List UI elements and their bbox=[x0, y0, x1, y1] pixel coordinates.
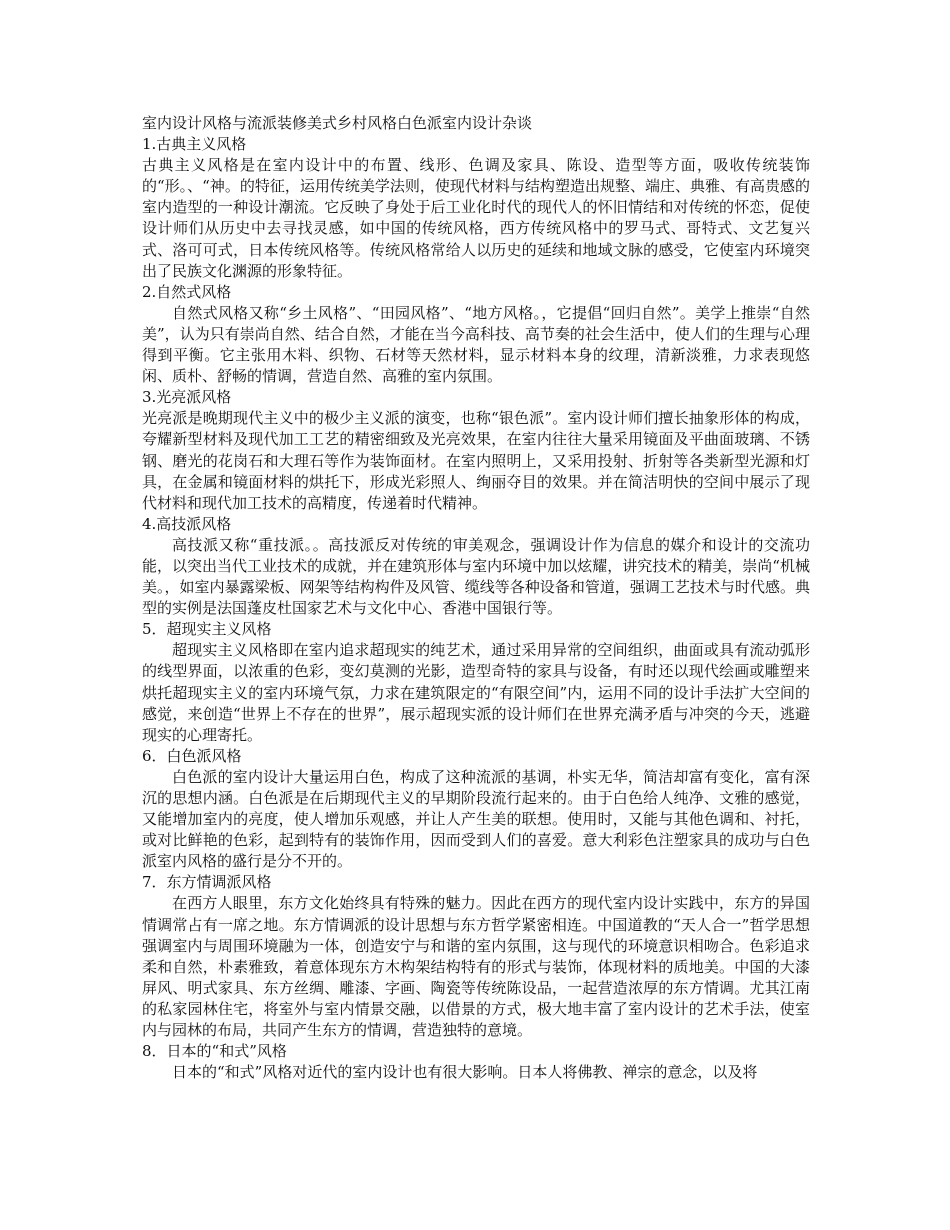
section-heading-japanese: 8．日本的“和式”风格 bbox=[142, 1042, 287, 1061]
section-heading-classical: 1.古典主义风格 bbox=[142, 135, 247, 154]
document-title: 室内设计风格与流派装修美式乡村风格白色派室内设计杂谈 bbox=[142, 114, 533, 132]
document-page bbox=[142, 113, 810, 1083]
section-body-classical: 古典主义风格是在室内设计中的布置、线形、色调及家具、陈设、造型等方面，吸收传统装饰的“形。、“神。的特征，运用传统美学法则，使现代材料与结构塑造出规整、端庄、典雅、有高贵感的室内造型的一种设计潮流。它反映了身处于后工业化时代的现代人的怀旧情结和对传统的怀恋，促使设计师们从历史中去寻找灵感，如中国的传统风格，西方传统风格中的罗马式、哥特式、文艺复兴式、洛可可式，日本传统风格等。传统风格常给人以历史的延续和地域文脉的感受，它使室内环境突出了民族文化渊源的形象特征。 bbox=[142, 156, 810, 280]
section-heading-white: 6．白色派风格 bbox=[142, 746, 242, 765]
section-body-hightech: 高技派又称“重技派。。高技派反对传统的审美观念，强调设计作为信息的媒介和设计的交流功能，以突出当代工业技术的成就，并在建筑形体与室内环境中加以炫耀，讲究技术的精美，崇尚“机械美。，如室内暴露梁板、网架等结构构件及风管、缆线等各种设备和管道，强调工艺技术与时代感。典型的实例是法国蓬皮杜国家艺术与文化中心、香港中国银行等。 bbox=[142, 535, 810, 618]
section-body-oriental: 在西方人眼里，东方文化始终具有特殊的魅力。因此在西方的现代室内设计实践中，东方的异国情调常占有一席之地。东方情调派的设计思想与东方哲学紧密相连。中国道教的“天人合一”哲学思想强调室内与周围环境融为一体，创造安宁与和谐的室内氛围，这与现代的环境意识相吻合。色彩追求柔和自然，朴素雅致，着意体现东方木构架结构特有的形式与装饰，体现材料的质地美。中国的大漆屏风、明式家具、东方丝绸、雕漆、字画、陶瓷等传统陈设品，一起营造浓厚的东方情调。尤其江南的私家园林住宅，将室外与室内情景交融，以借景的方式，极大地丰富了室内设计的艺术手法，使室内与园林的布局，共同产生东方的情调，营造独特的意境。 bbox=[142, 894, 810, 1040]
section-heading-surreal: 5．超现实主义风格 bbox=[142, 620, 272, 639]
section-body-natural: 自然式风格又称“乡土风格”、“田园风格”、“地方风格。，它提倡“回归自然”。美学上推崇“自然美”，认为只有崇尚自然、结合自然，才能在当今高科技、高节奏的社会生活中，使人们的生理与心理得到平衡。它主张用木料、织物、石材等天然材料，显示材料本身的纹理，清新淡雅，力求表现悠闲、质朴、舒畅的情调，营造自然、高雅的室内氛围。 bbox=[142, 303, 810, 386]
section-body-shiny: 光亮派是晚期现代主义中的极少主义派的演变，也称“银色派”。室内设计师们擅长抽象形体的构成，夸耀新型材料及现代加工工艺的精密细致及光亮效果，在室内往往大量采用镜面及平曲面玻璃、不锈钢、磨光的花岗石和大理石等作为装饰面材。在室内照明上，又采用投射、折射等各类新型光源和灯具，在金属和镜面材料的烘托下，形成光彩照人、绚丽夺目的效果。并在简洁明快的空间中展示了现代材料和现代加工技术的高精度，传递着时代精神。 bbox=[142, 409, 810, 512]
section-body-white: 白色派的室内设计大量运用白色，构成了这种流派的基调，朴实无华，简洁却富有变化，富有深沉的思想内涵。白色派是在后期现代主义的早期阶段流行起来的。由于白色给人纯净、文雅的感觉，又能增加室内的亮度，使人增加乐观感，并让人产生美的联想。使用时，又能与其他色调和、衬托，或对比鲜艳的色彩，起到特有的装饰作用，因而受到人们的喜爱。意大利彩色注塑家具的成功与白色派室内风格的盛行是分不开的。 bbox=[142, 767, 810, 871]
section-heading-oriental: 7．东方情调派风格 bbox=[142, 873, 272, 892]
section-body-japanese: 日本的“和式”风格对近代的室内设计也有很大影响。日本人将佛教、禅宗的意念，以及将 bbox=[172, 1063, 758, 1082]
section-heading-shiny: 3.光亮派风格 bbox=[142, 388, 232, 407]
section-heading-hightech: 4.高技派风格 bbox=[142, 514, 232, 533]
section-heading-natural: 2.自然式风格 bbox=[142, 282, 232, 301]
section-body-surreal: 超现实主义风格即在室内追求超现实的纯艺术，通过采用异常的空间组织，曲面或具有流动弧形的线型界面，以浓重的色彩，变幻莫测的光影，造型奇特的家具与设备，有时还以现代绘画或雕塑来烘托超现实主义的室内环境气氛，力求在建筑限定的“有限空间”内，运用不同的设计手法扩大空间的感觉，来创造“世界上不存在的世界”，展示超现实派的设计师们在世界充满矛盾与冲突的今天，逃避现实的心理寄托。 bbox=[142, 641, 810, 744]
